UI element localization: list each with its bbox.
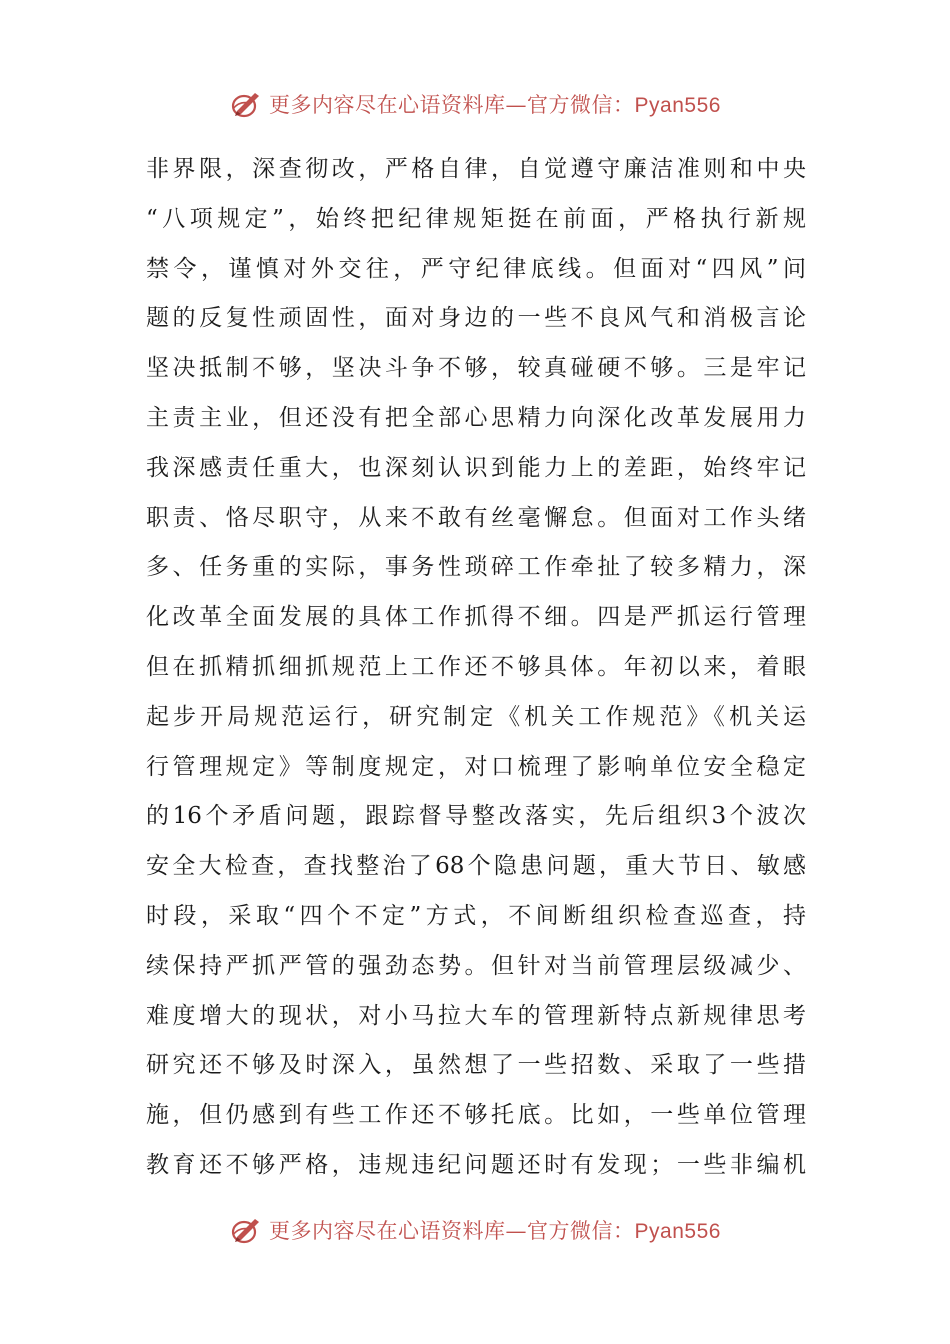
footer-banner <box>0 1210 950 1250</box>
footer-banner-id: Pyan556 <box>634 1220 721 1243</box>
body-line: 但在抓精抓细抓规范上工作还不够具体。年初以来，着眼 <box>146 653 806 680</box>
pen-logo-icon <box>229 1213 263 1247</box>
body-line: 题的反复性顽固性，面对身边的一些不良风气和消极言论 <box>146 305 806 332</box>
body-line: 主责主业，但还没有把全部心思精力向深化改革发展用力 <box>146 404 806 431</box>
body-line: 多、任务重的实际，事务性琐碎工作牵扯了较多精力，深 <box>146 554 806 581</box>
header-banner-label: 更多内容尽在心语资料库—官方微信： <box>269 93 635 117</box>
body-line: 安全大检查，查找整治了68个隐患问题，重大节日、敏感 <box>146 853 806 880</box>
header-banner-id: Pyan556 <box>634 94 721 117</box>
body-line: 施，但仍感到有些工作还不够托底。比如，一些单位管理 <box>146 1102 806 1129</box>
header-banner <box>0 84 950 124</box>
body-line: 坚决抵制不够，坚决斗争不够，较真碰硬不够。三是牢记 <box>146 355 806 382</box>
footer-banner-label: 更多内容尽在心语资料库—官方微信： <box>269 1219 635 1243</box>
document-body <box>146 145 806 1191</box>
header-banner-text <box>269 89 721 119</box>
body-line: 职责、恪尽职守，从来不敢有丝毫懈怠。但面对工作头绪 <box>146 504 806 531</box>
body-line: “八项规定”，始终把纪律规矩挺在前面，严格执行新规 <box>146 205 806 232</box>
body-line: 化改革全面发展的具体工作抓得不细。四是严抓运行管理 <box>146 604 806 631</box>
body-line: 的16个矛盾问题，跟踪督导整改落实，先后组织3个波次 <box>146 803 806 830</box>
pen-logo-icon <box>229 87 263 121</box>
body-line: 我深感责任重大，也深刻认识到能力上的差距，始终牢记 <box>146 454 806 481</box>
body-line: 研究还不够及时深入，虽然想了一些招数、采取了一些措 <box>146 1052 806 1079</box>
body-line: 禁令，谨慎对外交往，严守纪律底线。但面对“四风”问 <box>146 255 806 282</box>
footer-banner-text <box>269 1215 721 1245</box>
body-line: 教育还不够严格，违规违纪问题还时有发现；一些非编机 <box>146 1151 806 1178</box>
body-line: 难度增大的现状，对小马拉大车的管理新特点新规律思考 <box>146 1002 806 1029</box>
body-line: 行管理规定》等制度规定，对口梳理了影响单位安全稳定 <box>146 753 806 780</box>
body-line: 时段，采取“四个不定”方式，不间断组织检查巡查，持 <box>146 902 806 929</box>
body-line: 起步开局规范运行，研究制定《机关工作规范》《机关运 <box>146 703 806 730</box>
body-line: 非界限，深查彻改，严格自律，自觉遵守廉洁准则和中央 <box>146 156 806 182</box>
body-line: 续保持严抓严管的强劲态势。但针对当前管理层级减少、 <box>146 952 806 979</box>
